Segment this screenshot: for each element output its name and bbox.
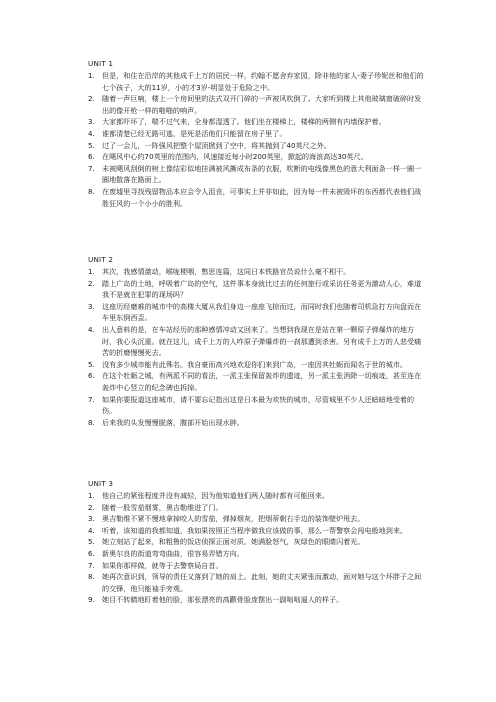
item-text: 如果你要报道这座城市，请不要忘记指出这是日本最为欢快的城市，尽管城里不少人还暗暗地受着的伤。 (102, 394, 415, 416)
list-item (88, 417, 428, 429)
item-text: 随着一声巨响，楼上一个房间里的法式双开门碎的一声被风吹倒了。大家听到楼上其他玻璃窗破碎时发出的像开枪一样的啪啪的响声。 (102, 94, 422, 115)
item-number: 3. (88, 117, 95, 127)
item-text: 没有多少城市能有此殊名。我自豪而高兴地欢迎你们来到广岛，一座因其牡蛎而闻名于世的城市。 (102, 359, 408, 369)
list-item (88, 324, 428, 359)
item-number: 3. (88, 514, 95, 524)
item-text: 在废墟里寻找残留物品本应会令人沮丧，可事实上并非如此，因为每一件未被毁坏的东西都代表他们战胜狂风的一个小小的胜利。 (102, 186, 422, 208)
item-text: 大家都吓坏了，喘不过气来，全身都湿透了。他们坐在楼梯上，楼梯的两侧有内墙保护着。 (102, 117, 386, 127)
list-item (88, 186, 428, 209)
item-text: 踏上广岛的土地，呼吸着广岛的空气，这件事本身就比过去的任何旅行或采访任务更为激动人心，难道我不是就在犯罪的现场吗？ (102, 278, 422, 300)
list-item (88, 128, 428, 140)
unit-title: UNIT 1 (88, 59, 114, 68)
item-number: 2. (88, 94, 95, 104)
list-item (88, 116, 428, 128)
list-item (88, 140, 428, 152)
item-text: 过了一会儿，一阵强风把整个屋顶掀到了空中，将其抛到了40英尺之外。 (102, 140, 331, 150)
list-item (88, 301, 428, 324)
list-item (88, 513, 428, 525)
list-item (88, 502, 428, 514)
item-text: 这座历经磨难的城市中的高楼大厦从我们身边一座座飞掠而过，而同时我们也随着司机急打方向盘而在车里东倒西歪。 (102, 301, 422, 323)
list-item (88, 163, 428, 186)
list-item (88, 370, 428, 393)
item-number: 6. (88, 152, 95, 162)
item-number: 7. (88, 394, 95, 404)
item-text: 她再次意识到，领导的责任又落到了她的肩上。此刻，她的丈夫紧张而激动，面对她与这个坏胖子之间的交锋，他只能袖手旁观。 (102, 572, 422, 593)
item-number: 8. (88, 417, 95, 427)
unit-title: UNIT 2 (88, 255, 114, 264)
item-text: 奥吉勒维不紧不慢地拿掉咬人的雪茄，弹掉烟灰，把烟蒂朝右手边的装饰壁炉甩去。 (102, 514, 365, 524)
item-text: 如果你那样做，就等于去警察局自首。 (102, 560, 223, 570)
item-number: 4. (88, 525, 95, 535)
item-number: 4. (88, 324, 95, 334)
item-number: 7. (88, 163, 95, 173)
list-item (88, 525, 428, 537)
item-number: 2. (88, 502, 95, 512)
item-text: 后来我的头发慢慢脱落，腹部开始出现水肿。 (102, 417, 244, 427)
item-text: 在这个牡蛎之城，有两派不同的看法，一派主张保留轰炸的遗迹，另一派主张消除一切痕迹，甚至连在轰炸中心竖立的纪念碑也拆掉。 (102, 371, 422, 392)
item-text: 随着一股雪茄烟雾，奥吉勒维进了门。 (102, 502, 223, 512)
item-number: 6. (88, 371, 95, 381)
item-text: 未被飓风刮倒的树上像结彩似地挂满被风撕成布条的衣服，吹断的电线像黑色的意大利面条一样一圈一圈地散落在路面上。 (102, 163, 422, 185)
item-text: 谁都清楚已经无路可逃，是死是活他们只能留在房子里了。 (102, 128, 287, 138)
item-text: 他自己的紧张程度并没有减轻，因为他知道他们两人随时都有可能回来。 (102, 491, 329, 500)
sentence-list (88, 490, 428, 606)
item-number: 1. (88, 71, 95, 80)
item-number: 8. (88, 186, 95, 196)
unit-1-section (88, 59, 428, 209)
list-item (88, 278, 428, 301)
item-number: 2. (88, 278, 95, 288)
item-number: 5. (88, 359, 95, 369)
list-item (88, 490, 428, 502)
sentence-list (88, 70, 428, 209)
item-number: 9. (88, 595, 95, 605)
item-number: 6. (88, 548, 95, 558)
list-item (88, 394, 428, 417)
item-number: 3. (88, 301, 95, 311)
item-text: 听着，该知道的我都知道，我如果按照正当程序做我应该做的事，那么一帮警察会闯电般地到来。 (102, 525, 408, 535)
item-number: 1. (88, 267, 95, 276)
list-item (88, 359, 428, 371)
list-item (88, 151, 428, 163)
list-item (88, 571, 428, 594)
list-item (88, 266, 428, 278)
list-item (88, 548, 428, 560)
item-text: 她立刻站了起来，和粗鲁的饭店侦探正面对质。她满脸怒气，灰绿色的眼睛闪着光。 (102, 537, 365, 547)
list-item (88, 594, 428, 606)
item-text: 她目不转睛地盯着他的脸，那张漂亮的高颧骨脸庞摆出一副咄咄逼人的样子。 (102, 595, 344, 605)
sentence-list (88, 266, 428, 428)
unit-3-section (88, 479, 428, 606)
item-number: 4. (88, 128, 95, 138)
item-text: 新奥尔良的街道弯弯曲曲，很容易弄错方向。 (102, 548, 244, 558)
item-number: 1. (88, 491, 95, 500)
item-number: 5. (88, 140, 95, 150)
item-text: 在飓风中心约70英里的范围内，风速接近每小时200英里，掀起的海浪高达30英尺。 (102, 152, 368, 162)
unit-2-section (88, 255, 428, 428)
list-item (88, 536, 428, 548)
item-number: 7. (88, 560, 95, 570)
list-item (88, 93, 428, 116)
item-text: 出人意料的是，在车站经历的那种感情冲动又回来了。当想到我现在是站在第一颗原子弹爆炸的地方时，我心头沉重。就在这儿，成千上万的人咋原子弹爆炸的一刹那遭到杀害。另有成千上万的人悲受痛苦的折磨慢慢死去。 (102, 324, 422, 358)
item-text: 但是，和住在沿岸的其他成千上万的居民一样，约翰不愿舍弃家园，除非他的家人-妻子珍妮丝和他们的七个孩子，大的11岁，小的才3岁-明显处于危险之中。 (102, 71, 424, 92)
list-item (88, 560, 428, 572)
unit-title: UNIT 3 (88, 479, 114, 488)
item-number: 5. (88, 537, 95, 547)
list-item (88, 70, 428, 93)
item-number: 8. (88, 572, 95, 582)
item-text: 其次，我感情激动，喉咙梗咽，憋思连篇，这同日本铁路官员说什么毫不相干。 (102, 267, 351, 276)
